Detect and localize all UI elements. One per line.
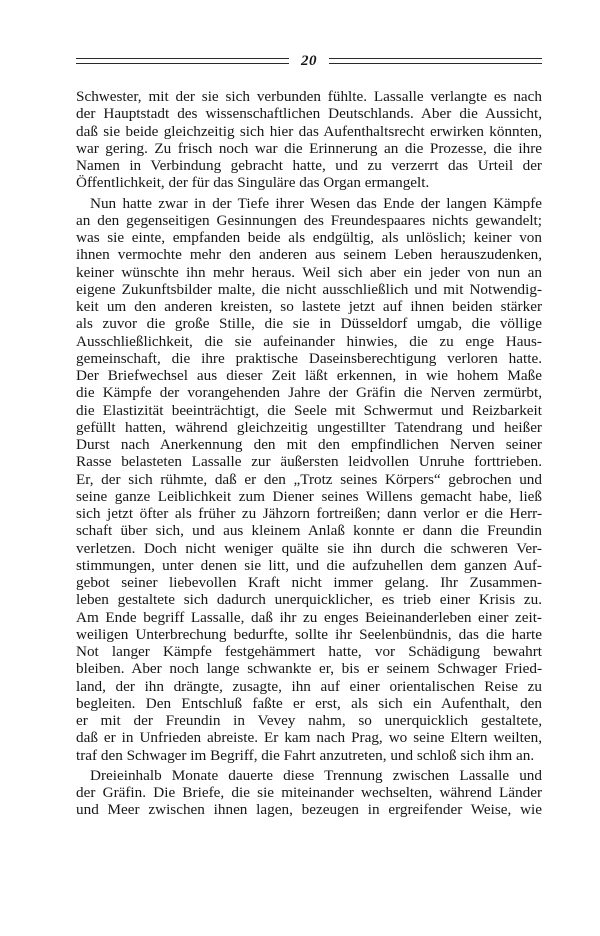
- text-line: daß sie beide gleichzeitig sich hier das Aufenthaltsrecht erwirken könnten,: [76, 122, 542, 140]
- paragraph: [76, 88, 542, 192]
- text-line: gebot seiner liebevollen Kraft nicht immer gelang. Ihr Zusammen-: [76, 574, 542, 591]
- text-line: Öffentlichkeit, der für das Singuläre das Organ ermangelt.: [76, 174, 430, 192]
- page-number: 20: [301, 52, 317, 69]
- text-line: sich jetzt öfter als früher zu Jähzorn fortreißen; dann verlor er die Herr-: [76, 505, 542, 522]
- text-line: er mit der Freundin in Vevey nahm, so unerquicklich gestaltete,: [76, 712, 542, 729]
- paragraph: [76, 767, 542, 819]
- text-line: stimmungen, unter denen sie litt, und die aufzuhellen dem ganzen Auf-: [76, 556, 542, 574]
- text-line: Am Ende begriff Lassalle, daß ihr zu enges Beieinanderleben einer zeit-: [76, 608, 542, 626]
- text-line: gemeinschaft, die ihre praktische Daseinsberechtigung verloren hatte.: [76, 349, 542, 367]
- text-line: weiligen Unterbrechung bedurfte, sollte ihr Seelenbündnis, das die harte: [76, 625, 542, 643]
- text-line: keiner wünschte ihn mehr heraus. Weil sich aber ein jeder von nun an: [76, 263, 542, 281]
- header-rule-right: [329, 58, 542, 64]
- text-line: eigene Zukunftsbilder malte, die nicht ausschließlich und mit Notwendig-: [76, 280, 542, 298]
- text-line: verletzen. Doch nicht weniger quälte sie ihn durch die schweren Ver-: [76, 539, 542, 557]
- text-line: Not langer Kämpfe festgehämmert hatte, vor Schädigung bewahrt: [76, 643, 542, 660]
- text-line: leben gestaltete sich dadurch unerquicklicher, es trieb einer Krisis zu.: [76, 591, 542, 609]
- text-line: Namen in Verbindung gebracht hatte, und zu verzerrt das Urteil der: [76, 157, 542, 174]
- text-line: der Gräfin. Die Briefe, die sie miteinander wechselten, während Länder: [76, 784, 542, 801]
- text-line: Dreieinhalb Monate dauerte diese Trennung zwischen Lassalle und: [90, 766, 542, 784]
- text-line: an den gegenseitigen Gesinnungen des Freundespaares nichts gewandelt;: [76, 211, 542, 229]
- text-line: Schwester, mit der sie sich verbunden fühlte. Lassalle verlangte es nach: [76, 88, 542, 105]
- text-line: Der Briefwechsel aus dieser Zeit läßt erkennen, in wie hohem Maße: [76, 367, 542, 384]
- header-rule-left: [76, 58, 289, 64]
- text-line: schaft über sich, und aus kleinem Anlaß konnte er dann die Freundin: [76, 522, 542, 540]
- text-line: gefüllt hatten, während gleichzeitig ungestillter Tatendrang und heißer: [76, 418, 542, 436]
- text-line: Rasse belasteten Lassalle zur äußersten leidvollen Unruhe forttrieben.: [76, 453, 542, 471]
- text-line: als zuvor die große Stille, die sie in Düsseldorf umgab, die völlige: [76, 315, 542, 333]
- text-line: ihnen vermochte mehr den anderen aus seinem Leben herauszudenken,: [76, 246, 542, 264]
- text-line: traf den Schwager im Begriff, die Fahrt anzutreten, und schloß sich ihm an.: [76, 746, 535, 764]
- text-line: was sie einte, empfanden beide als endgültig, als unlöslich; keiner von: [76, 229, 542, 246]
- text-line: bleiben. Aber noch lange schwankte er, bis er seinem Schwager Fried-: [76, 660, 542, 678]
- text-line: war gering. Zu frisch noch war die Erinnerung an die Prozesse, die ihre: [76, 139, 542, 157]
- text-line: Er, der sich rühmte, daß er den „Trotz seines Körpers“ gebrochen und: [76, 470, 542, 488]
- text-line: Durst nach Anerkennung den mit den empfindlichen Nerven seiner: [76, 436, 542, 453]
- text-line: keit um den anderen kreisten, so lastete jetzt auf ihnen beiden stärker: [76, 298, 542, 315]
- text-line: land, der ihn drängte, zusagte, ihn auf einer orientalischen Reise zu: [76, 677, 542, 695]
- text-line: begleiten. Den Entschluß faßte er erst, als sich ein Aufenthalt, den: [76, 694, 542, 712]
- text-line: Ausschließlichkeit, die sie aufeinander hinwies, die zu enge Haus-: [76, 332, 542, 350]
- text-line: die Kämpfe der vorangehenden Jahre der Gräfin die Nerven zermürbt,: [76, 384, 542, 402]
- paragraph: [76, 195, 542, 764]
- page-header: [76, 52, 542, 70]
- text-line: der Hauptstadt des wissenschaftlichen Deutschlands. Aber die Aussicht,: [76, 105, 542, 123]
- text-line: seine ganze Leiblichkeit zum Diener seines Willens gemacht habe, ließ: [76, 487, 542, 505]
- text-line: daß er in Unfrieden abreiste. Er kam nach Prag, wo seine Eltern weilten,: [76, 729, 542, 747]
- text-line: und Meer zwischen ihnen lagen, bezeugen in ergreifender Weise, wie: [76, 801, 542, 819]
- text-line: Nun hatte zwar in der Tiefe ihrer Wesen das Ende der langen Kämpfe: [90, 194, 542, 212]
- text-line: die Elastizität beeinträchtigt, die Seele mit Schwermut und Reizbarkeit: [76, 401, 542, 419]
- body-text: [76, 88, 542, 819]
